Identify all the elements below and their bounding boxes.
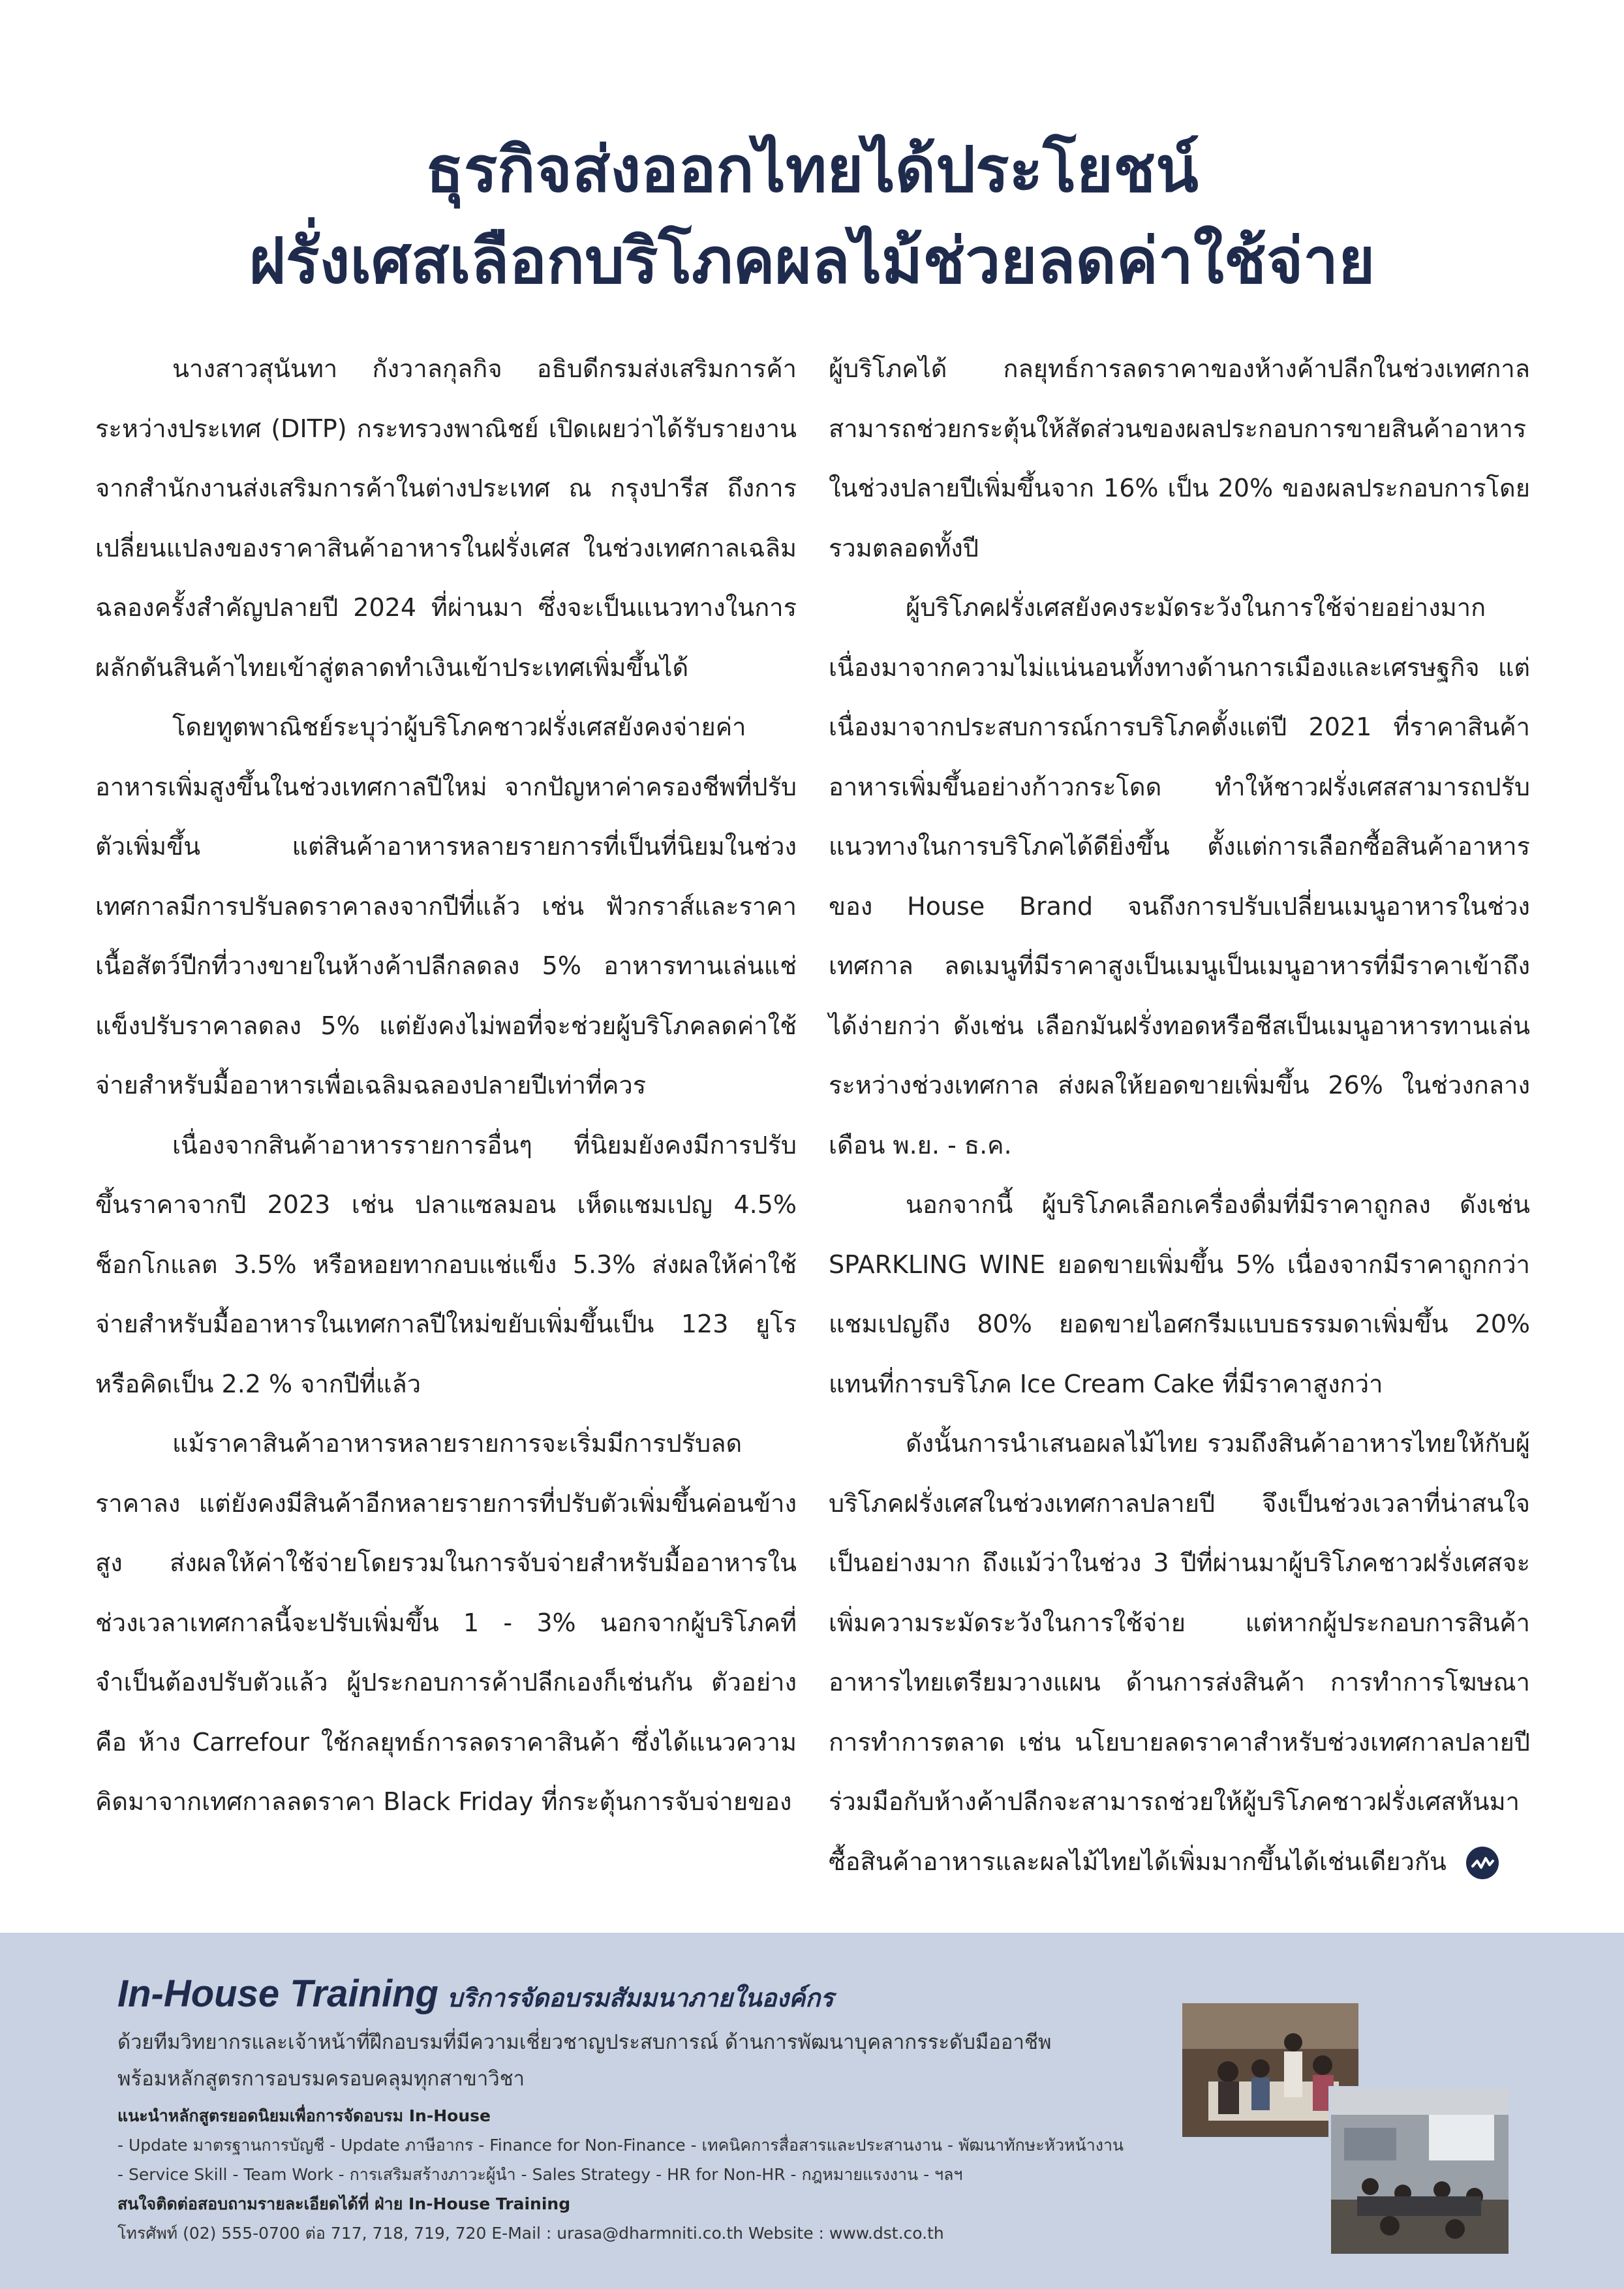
paragraph: โดยทูตพาณิชย์ระบุว่าผู้บริโภคชาวฝรั่งเศสยังคงจ่ายค่าอาหารเพิ่มสูงขึ้นในช่วงเทศกาลปีใหม่ จากปัญหาค่าครองชีพที่ปรับตัวเพิ่มขึ้น แต่สินค้าอาหารหลายรายการที่เป็นที่นิยมในช่วงเทศกาลมีการปรับลดราคาลงจากปีที่แล้ว เช่น ฟัวกราส์และราคาเนื้อสัตว์ปีกที่วางขายในห้างค้าปลีกลดลง 5% อาหารทานเล่นแช่แข็งปรับราคาลดลง 5% แต่ยังคงไม่พอที่จะช่วยผู้บริโภคลดค่าใช้จ่ายสำหรับมื้ออาหารเพื่อเฉลิมฉลองปลายปีเท่าที่ควร xyxy=(95,713,797,1099)
paragraph-last xyxy=(829,1414,1530,1892)
paragraph: ผู้บริโภคได้ กลยุทธ์การลดราคาของห้างค้าปลีกในช่วงเทศกาลสามารถช่วยกระตุ้นให้สัดส่วนของผลประกอบการขายสินค้าอาหารในช่วงปลายปีเพิ่มขึ้นจาก 16% เป็น 20% ของผลประกอบการโดยรวมตลอดทั้งปี xyxy=(829,354,1530,562)
article-title xyxy=(0,124,1624,307)
article-column-left xyxy=(95,339,797,1832)
courses-line: - Service Skill - Team Work - การเสริมสร้างภาวะผู้นำ - Sales Strategy - HR for Non-HR - กฎหมายแรงงาน - ฯลฯ xyxy=(117,2165,963,2184)
contact-line: โทรศัพท์ (02) 555-0700 ต่อ 717, 718, 719, 720 E-Mail : urasa@dharmniti.co.th Website : www.dst.co.th xyxy=(117,2224,944,2243)
footer-description xyxy=(117,2024,1135,2097)
footer-banner xyxy=(0,1933,1624,2289)
paragraph: แม้ราคาสินค้าอาหารหลายรายการจะเริ่มมีการปรับลดราคาลง แต่ยังคงมีสินค้าอีกหลายรายการที่ปรับตัวเพิ่มขึ้นค่อนข้างสูง ส่งผลให้ค่าใช้จ่ายโดยรวมในการจับจ่ายสำหรับมื้ออาหารในช่วงเวลาเทศกาลนี้จะปรับเพิ่มขึ้น 1 - 3% นอกจากผู้บริโภคที่จำเป็นต้องปรับตัวแล้ว ผู้ประกอบการค้าปลีกเองก็เช่นกัน ตัวอย่างคือ ห้าง Carrefour ใช้กลยุทธ์การลดราคาสินค้า ซึ่งได้แนวความคิดมาจากเทศกาลลดราคา Black Friday ที่กระตุ้นการจับจ่ายของ xyxy=(95,1429,797,1816)
footer-heading xyxy=(117,1972,834,2018)
paragraph: นางสาวสุนันทา กังวาลกุลกิจ อธิบดีกรมส่งเสริมการค้าระหว่างประเทศ (DITP) กระทรวงพาณิชย์ เปิดเผยว่าได้รับรายงานจากสำนักงานส่งเสริมการค้าในต่างประเทศ ณ กรุงปารีส ถึงการเปลี่ยนแปลงของราคาสินค้าอาหารในฝรั่งเศส ในช่วงเทศกาลเฉลิมฉลองครั้งสำคัญปลายปี 2024 ที่ผ่านมา ซึ่งจะเป็นแนวทางในการผลักดันสินค้าไทยเข้าสู่ตลาดทำเงินเข้าประเทศเพิ่มขึ้นได้ xyxy=(95,354,797,682)
footer-brand: In-House Training xyxy=(117,1973,438,2015)
footer-desc-line: พร้อมหลักสูตรการอบรมครอบคลุมทุกสาขาวิชา xyxy=(117,2067,525,2091)
contact-heading: สนใจติดต่อสอบถามรายละเอียดได้ที่ ฝ่าย In-House Training xyxy=(117,2194,571,2213)
paragraph-text: ดังนั้นการนำเสนอผลไม้ไทย รวมถึงสินค้าอาหารไทยให้กับผู้บริโภคฝรั่งเศสในช่วงเทศกาลปลายปี จึงเป็นช่วงเวลาที่น่าสนใจเป็นอย่างมาก ถึงแม้ว่าในช่วง 3 ปีที่ผ่านมาผู้บริโภคชาวฝรั่งเศสจะเพิ่มความระมัดระวังในการใช้จ่าย แต่หากผู้ประกอบการสินค้าอาหารไทยเตรียมวางแผน ด้านการส่งสินค้า การทำการโฆษณา การทำการตลาด เช่น นโยบายลดราคาสำหรับช่วงเทศกาลปลายปีร่วมมือกับห้างค้าปลีกจะสามารถช่วยให้ผู้บริโภคชาวฝรั่งเศสหันมาซื้อสินค้าอาหารและผลไม้ไทยได้เพิ่มมากขึ้นได้เช่นเดียวกัน xyxy=(829,1429,1530,1876)
footer-desc-line: ด้วยทีมวิทยากรและเจ้าหน้าที่ฝึกอบรมที่มีความเชี่ยวชาญประสบการณ์ ด้านการพัฒนาบุคลากรระดับมืออาชีพ xyxy=(117,2031,1052,2054)
title-line-1: ธุรกิจส่งออกไทยได้ประโยชน์ xyxy=(425,133,1199,206)
training-photo-2 xyxy=(1328,2086,1511,2256)
paragraph: นอกจากนี้ ผู้บริโภคเลือกเครื่องดื่มที่มีราคาถูกลง ดังเช่น SPARKLING WINE ยอดขายเพิ่มขึ้น 5% เนื่องจากมีราคาถูกกว่าแชมเปญถึง 80% ยอดขายไอศกรีมแบบธรรมดาเพิ่มขึ้น 20% แทนที่การบริโภค Ice Cream Cake ที่มีราคาสูงกว่า xyxy=(829,1190,1530,1398)
courses-heading: แนะนำหลักสูตรยอดนิยมเพื่อการจัดอบรม In-House xyxy=(117,2106,491,2125)
paragraph: เนื่องจากสินค้าอาหารรายการอื่นๆ ที่นิยมยังคงมีการปรับขึ้นราคาจากปี 2023 เช่น ปลาแซลมอน เห็ดแชมเปญ 4.5% ช็อกโกแลต 3.5% หรือหอยทากอบแช่แข็ง 5.3% ส่งผลให้ค่าใช้จ่ายสำหรับมื้ออาหารในเทศกาลปีใหม่ขยับเพิ่มขึ้นเป็น 123 ยูโร หรือคิดเป็น 2.2 % จากปีที่แล้ว xyxy=(95,1130,797,1398)
article-column-right xyxy=(829,339,1530,1892)
title-line-2: ฝรั่งเศสเลือกบริโภคผลไม้ช่วยลดค่าใช้จ่าย xyxy=(249,224,1375,298)
courses-line: - Update มาตรฐานการบัญชี - Update ภาษีอากร - Finance for Non-Finance - เทคนิคการสื่อสารและประสานงาน - พัฒนาทักษะหัวหน้างาน xyxy=(117,2136,1124,2155)
paragraph: ผู้บริโภคฝรั่งเศสยังคงระมัดระวังในการใช้จ่ายอย่างมาก เนื่องมาจากความไม่แน่นอนทั้งทางด้านการเมืองและเศรษฐกิจ แต่เนื่องมาจากประสบการณ์การบริโภคตั้งแต่ปี 2021 ที่ราคาสินค้าอาหารเพิ่มขึ้นอย่างก้าวกระโดด ทำให้ชาวฝรั่งเศสสามารถปรับแนวทางในการบริโภคได้ดียิ่งขึ้น ตั้งแต่การเลือกซื้อสินค้าอาหารของ House Brand จนถึงการปรับเปลี่ยนเมนูอาหารในช่วงเทศกาล ลดเมนูที่มีราคาสูงเป็นเมนูเป็นเมนูอาหารที่มีราคาเข้าถึงได้ง่ายกว่า ดังเช่น เลือกมันฝรั่งทอดหรือชีสเป็นเมนูอาหารทานเล่นระหว่างช่วงเทศกาล ส่งผลให้ยอดขายเพิ่มขึ้น 26% ในช่วงกลางเดือน พ.ย. - ธ.ค. xyxy=(829,593,1530,1160)
footer-details xyxy=(117,2101,1161,2248)
footer-brand-subtitle: บริการจัดอบรมสัมมนาภายในองค์กร xyxy=(447,1984,834,2012)
end-mark-icon xyxy=(1466,1847,1499,1879)
